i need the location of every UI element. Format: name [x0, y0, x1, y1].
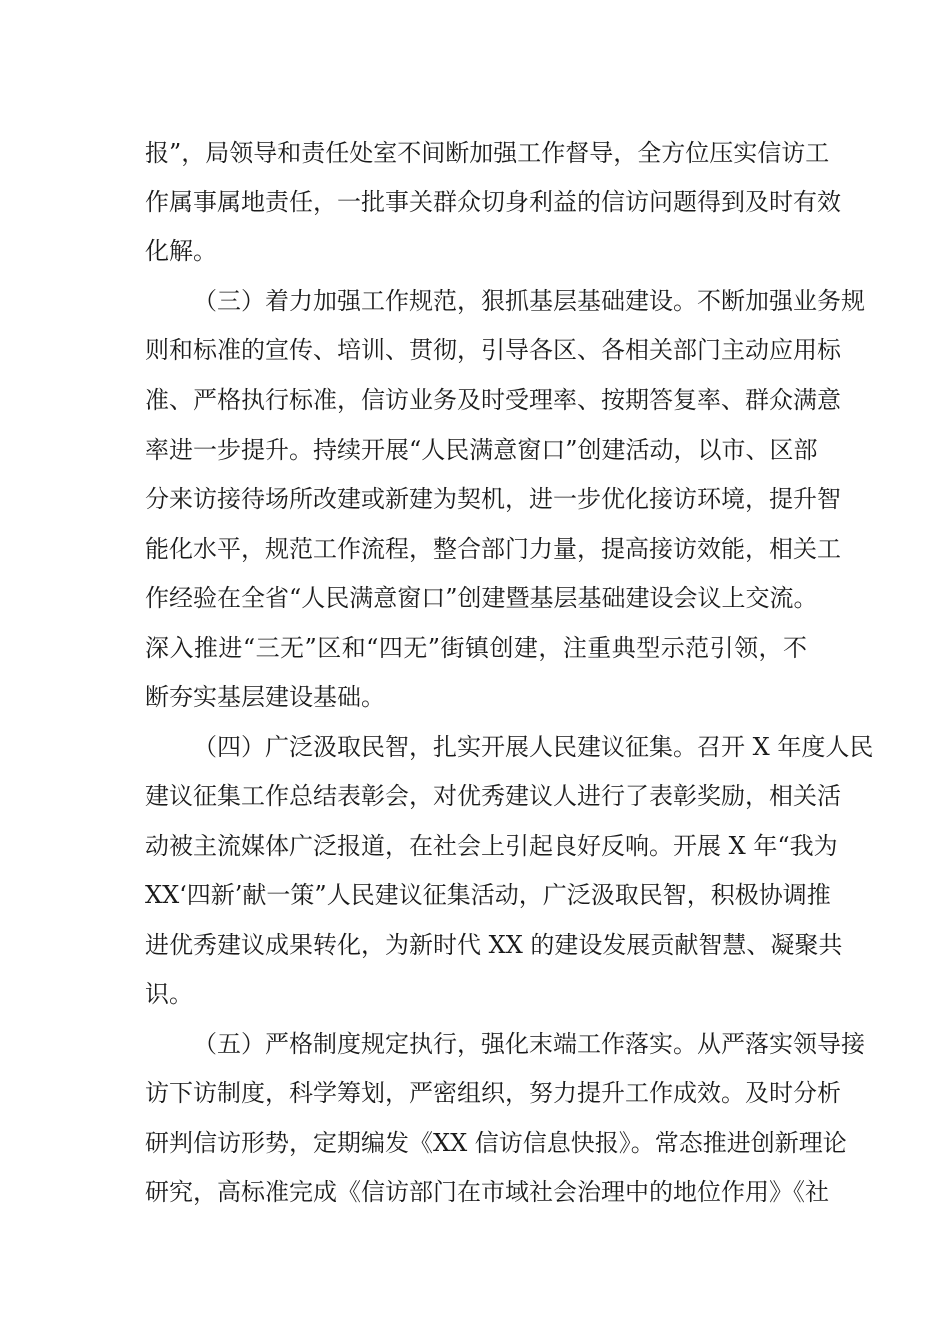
text-line: 深入推进“三无”区和“四无”街镇创建，注重典型示范引领，不: [145, 634, 807, 662]
text-line: 访下访制度，科学筹划，严密组织，努力提升工作成效。及时分析: [145, 1079, 841, 1107]
text-line: 能化水平，规范工作流程，整合部门力量，提高接访效能，相关工: [145, 535, 841, 563]
text-line: 则和标准的宣传、培训、贯彻，引导各区、各相关部门主动应用标: [145, 336, 841, 364]
section-heading-4: （四）广泛汲取民智，扎实开展人民建议征集。召开 X 年度人民: [193, 733, 874, 761]
text-line: 研判信访形势，定期编发《XX 信访信息快报》。常态推进创新理论: [145, 1129, 847, 1157]
text-line: 研究，高标准完成《信访部门在市域社会治理中的地位作用》《社: [145, 1178, 829, 1206]
text-line: 化解。: [145, 237, 217, 265]
text-line: 准、严格执行标准，信访业务及时受理率、按期答复率、群众满意: [145, 386, 841, 414]
text-line: XX‘四新’献一策”人民建议征集活动，广泛汲取民智，积极协调推: [145, 881, 831, 909]
text-line: 率进一步提升。持续开展“人民满意窗口”创建活动，以市、区部: [145, 436, 818, 464]
text-line: 作属事属地责任，一批事关群众切身利益的信访问题得到及时有效: [145, 188, 841, 216]
text-line: 动被主流媒体广泛报道，在社会上引起良好反响。开展 X 年“我为: [145, 832, 838, 860]
text-line: 进优秀建议成果转化，为新时代 XX 的建设发展贡献智慧、凝聚共: [145, 931, 843, 959]
section-heading-3: （三）着力加强工作规范，狠抓基层基础建设。不断加强业务规: [193, 287, 865, 315]
text-line: 建议征集工作总结表彰会，对优秀建议人进行了表彰奖励，相关活: [145, 782, 841, 810]
text-line: 断夯实基层建设基础。: [145, 683, 385, 711]
section-heading-5: （五）严格制度规定执行，强化末端工作落实。从严落实领导接: [193, 1030, 865, 1058]
text-line: 作经验在全省“人民满意窗口”创建暨基层基础建设会议上交流。: [145, 584, 818, 612]
text-line: 分来访接待场所改建或新建为契机，进一步优化接访环境，提升智: [145, 485, 841, 513]
text-line: 识。: [145, 980, 193, 1008]
text-line: 报”，局领导和责任处室不间断加强工作督导，全方位压实信访工: [145, 139, 830, 167]
